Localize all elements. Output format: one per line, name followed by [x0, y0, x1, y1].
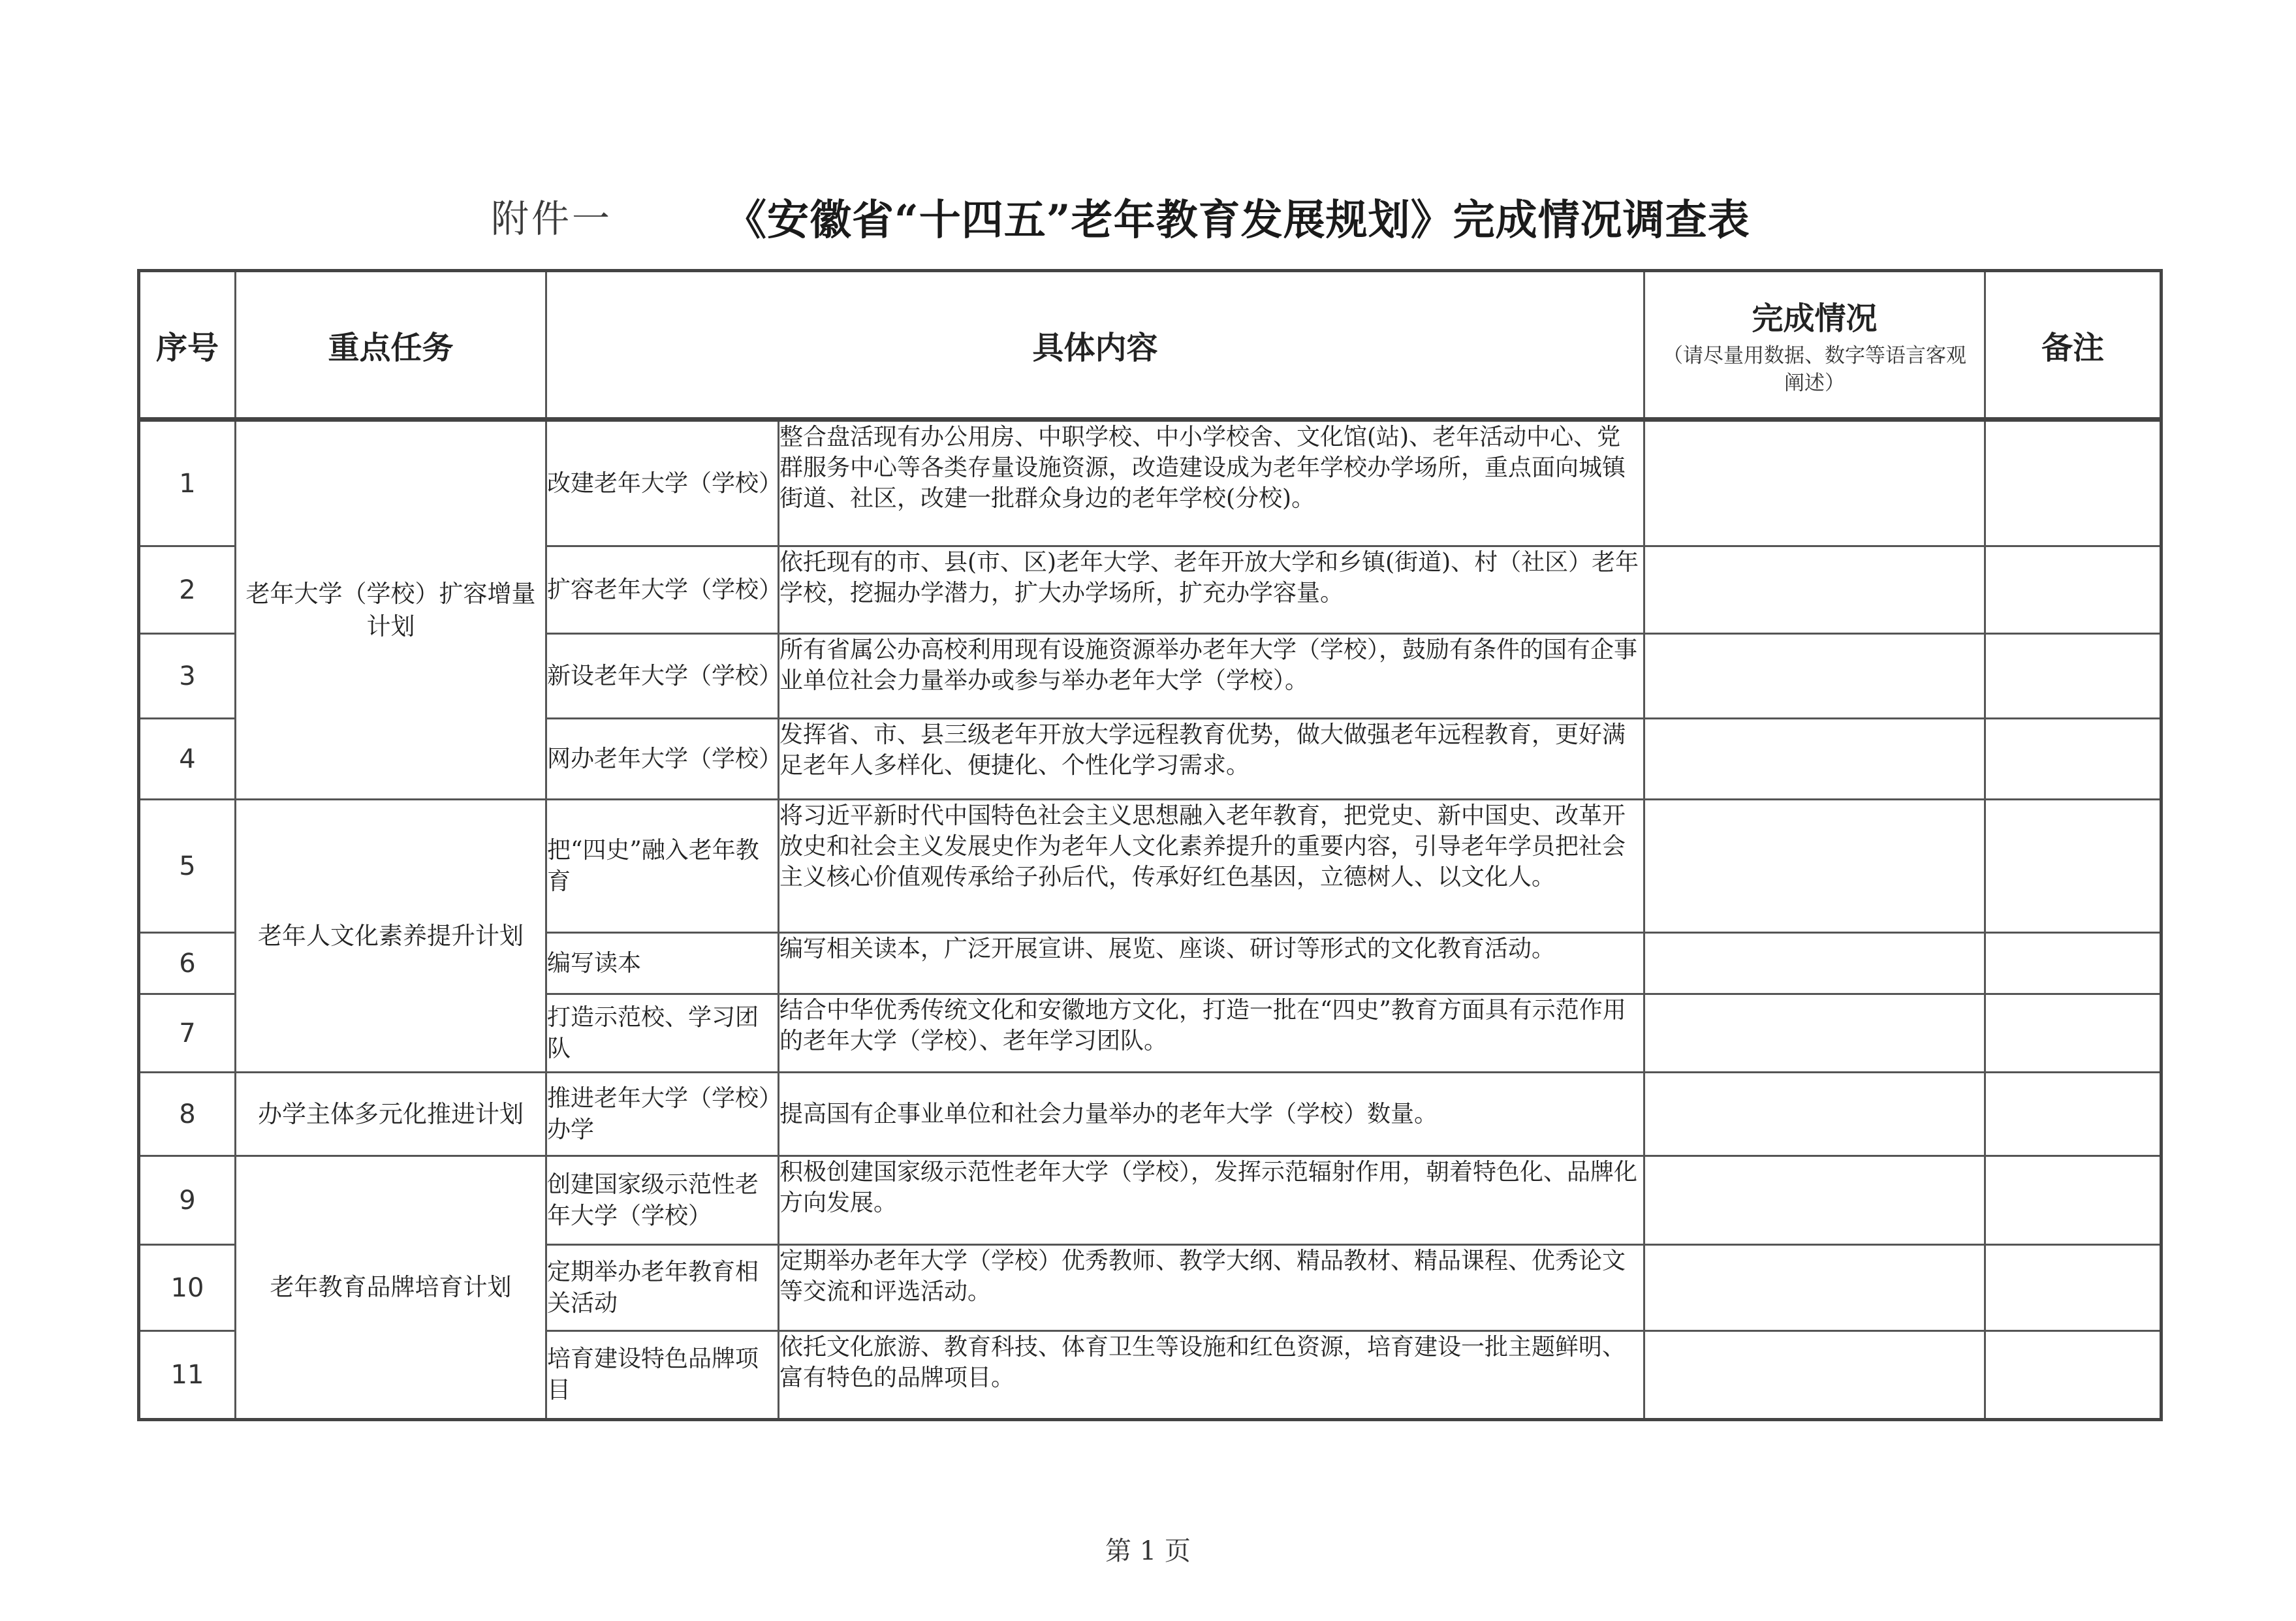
completion-cell[interactable] — [1644, 933, 1985, 994]
row-seq: 2 — [139, 546, 236, 634]
remarks-cell[interactable] — [1985, 933, 2162, 994]
completion-cell[interactable] — [1644, 420, 1985, 546]
task-group-cell: 老年人文化素养提升计划 — [236, 800, 546, 1073]
row-content: 所有省属公办高校利用现有设施资源举办老年大学（学校），鼓励有条件的国有企事业单位社会力量举办或参与举办老年大学（学校）。 — [779, 634, 1644, 719]
remarks-cell[interactable] — [1985, 994, 2162, 1073]
row-content: 编写相关读本，广泛开展宣讲、展览、座谈、研讨等形式的文化教育活动。 — [779, 933, 1644, 994]
row-subtask: 打造示范校、学习团队 — [546, 994, 779, 1073]
row-seq: 3 — [139, 634, 236, 719]
row-subtask: 推进老年大学（学校）办学 — [546, 1073, 779, 1156]
row-subtask: 定期举办老年教育相关活动 — [546, 1245, 779, 1331]
table-row — [139, 800, 2162, 933]
row-subtask: 编写读本 — [546, 933, 779, 994]
remarks-cell[interactable] — [1985, 719, 2162, 800]
survey-table — [137, 269, 2163, 1421]
document-title: 《安徽省“十四五”老年教育发展规划》完成情况调查表 — [725, 196, 1750, 245]
row-subtask: 创建国家级示范性老年大学（学校） — [546, 1156, 779, 1245]
remarks-cell[interactable] — [1985, 1245, 2162, 1331]
completion-cell[interactable] — [1644, 1245, 1985, 1331]
row-seq: 9 — [139, 1156, 236, 1245]
task-group-cell: 办学主体多元化推进计划 — [236, 1073, 546, 1156]
task-group-cell: 老年大学（学校）扩容增量计划 — [236, 420, 546, 800]
row-content: 结合中华优秀传统文化和安徽地方文化，打造一批在“四史”教育方面具有示范作用的老年大学（学校）、老年学习团队。 — [779, 994, 1644, 1073]
completion-cell[interactable] — [1644, 634, 1985, 719]
completion-cell[interactable] — [1644, 546, 1985, 634]
remarks-cell[interactable] — [1985, 1156, 2162, 1245]
row-seq: 10 — [139, 1245, 236, 1331]
row-subtask: 扩容老年大学（学校） — [546, 546, 779, 634]
completion-cell[interactable] — [1644, 719, 1985, 800]
task-group-cell: 老年教育品牌培育计划 — [236, 1156, 546, 1420]
row-content: 依托现有的市、县(市、区)老年大学、老年开放大学和乡镇(街道)、村（社区）老年学校，挖掘办学潜力，扩大办学场所，扩充办学容量。 — [779, 546, 1644, 634]
row-subtask: 培育建设特色品牌项目 — [546, 1331, 779, 1420]
row-content: 依托文化旅游、教育科技、体育卫生等设施和红色资源，培育建设一批主题鲜明、富有特色的品牌项目。 — [779, 1331, 1644, 1420]
remarks-cell[interactable] — [1985, 634, 2162, 719]
header-seq: 序号 — [139, 271, 236, 420]
row-content: 定期举办老年大学（学校）优秀教师、教学大纲、精品教材、精品课程、优秀论文等交流和评选活动。 — [779, 1245, 1644, 1331]
row-content: 整合盘活现有办公用房、中职学校、中小学校舍、文化馆(站)、老年活动中心、党群服务中心等各类存量设施资源，改造建设成为老年学校办学场所，重点面向城镇街道、社区，改建一批群众身边的老年学校(分校)。 — [779, 420, 1644, 546]
remarks-cell[interactable] — [1985, 420, 2162, 546]
completion-cell[interactable] — [1644, 1331, 1985, 1420]
table-row — [139, 1073, 2162, 1156]
row-content: 将习近平新时代中国特色社会主义思想融入老年教育，把党史、新中国史、改革开放史和社会主义发展史作为老年人文化素养提升的重要内容，引导老年学员把社会主义核心价值观传承给子孙后代，传承好红色基因，立德树人、以文化人。 — [779, 800, 1644, 933]
row-seq: 1 — [139, 420, 236, 546]
remarks-cell[interactable] — [1985, 546, 2162, 634]
row-subtask: 新设老年大学（学校） — [546, 634, 779, 719]
completion-cell[interactable] — [1644, 1073, 1985, 1156]
header-content: 具体内容 — [546, 271, 1644, 420]
completion-cell[interactable] — [1644, 1156, 1985, 1245]
row-subtask: 改建老年大学（学校） — [546, 420, 779, 546]
page-number: 第 1 页 — [1105, 1536, 1191, 1566]
row-seq: 7 — [139, 994, 236, 1073]
row-content: 发挥省、市、县三级老年开放大学远程教育优势，做大做强老年远程教育，更好满足老年人多样化、便捷化、个性化学习需求。 — [779, 719, 1644, 800]
header-completion-label: 完成情况 — [1752, 300, 1878, 337]
row-subtask: 把“四史”融入老年教育 — [546, 800, 779, 933]
completion-cell[interactable] — [1644, 800, 1985, 933]
remarks-cell[interactable] — [1985, 1331, 2162, 1420]
table-row — [139, 420, 2162, 546]
row-seq: 11 — [139, 1331, 236, 1420]
remarks-cell[interactable] — [1985, 800, 2162, 933]
row-content: 提高国有企事业单位和社会力量举办的老年大学（学校）数量。 — [779, 1073, 1644, 1156]
table-row — [139, 1156, 2162, 1245]
header-remarks: 备注 — [1985, 271, 2162, 420]
remarks-cell[interactable] — [1985, 1073, 2162, 1156]
row-seq: 8 — [139, 1073, 236, 1156]
table-header-row — [139, 271, 2162, 420]
header-completion — [1644, 271, 1985, 420]
annex-label: 附件一 — [491, 197, 613, 241]
row-content: 积极创建国家级示范性老年大学（学校），发挥示范辐射作用，朝着特色化、品牌化方向发展。 — [779, 1156, 1644, 1245]
row-seq: 4 — [139, 719, 236, 800]
header-task: 重点任务 — [236, 271, 546, 420]
row-subtask: 网办老年大学（学校） — [546, 719, 779, 800]
header-completion-note: （请尽量用数据、数字等语言客观阐述） — [1663, 343, 1967, 395]
row-seq: 5 — [139, 800, 236, 933]
completion-cell[interactable] — [1644, 994, 1985, 1073]
row-seq: 6 — [139, 933, 236, 994]
